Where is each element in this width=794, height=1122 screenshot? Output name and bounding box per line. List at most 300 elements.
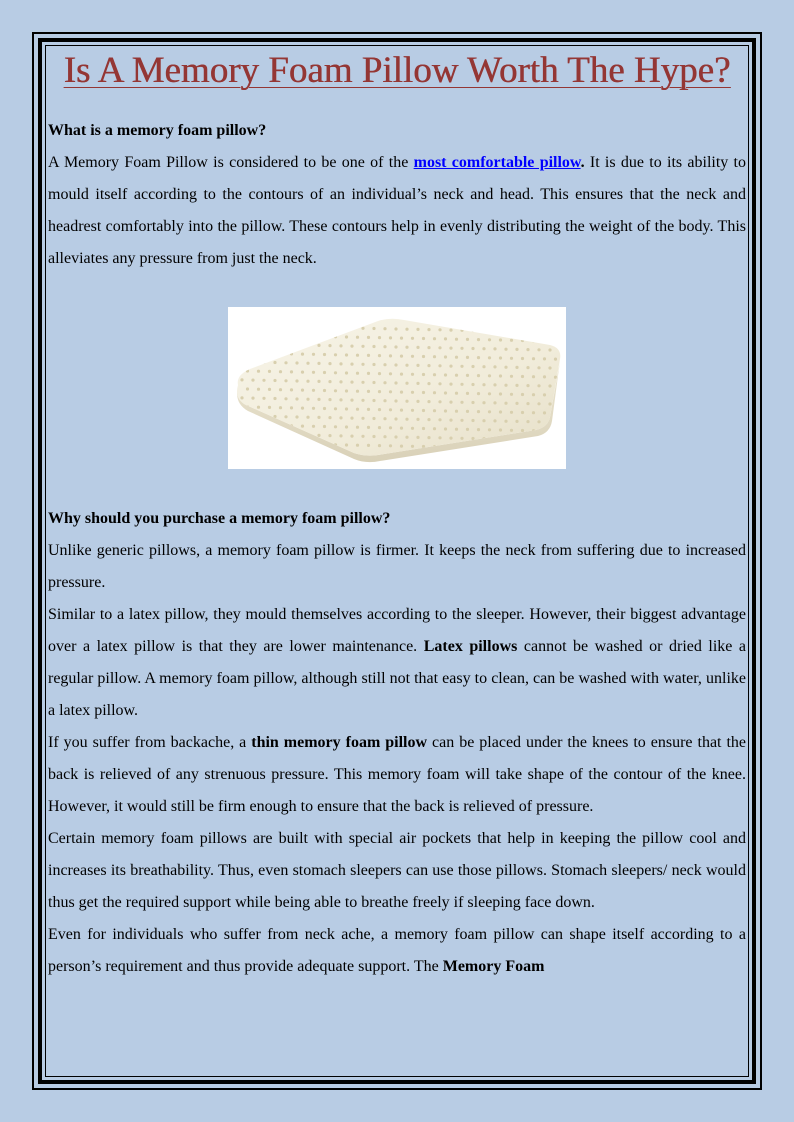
- pillow-hole: [477, 446, 480, 449]
- pillow-hole: [559, 331, 562, 334]
- pillow-hole: [328, 398, 331, 401]
- pillow-hole: [306, 362, 309, 365]
- pillow-hole: [262, 397, 265, 400]
- pillow-hole: [488, 374, 491, 377]
- pillow-hole: [268, 352, 271, 355]
- pillow-hole: [334, 335, 337, 338]
- pillow-hole: [295, 415, 298, 418]
- pillow-hole: [543, 393, 546, 396]
- pillow-hole: [526, 420, 529, 423]
- pillow-hole: [389, 354, 392, 357]
- paragraph-latex: [48, 599, 746, 727]
- pillow-hole: [378, 426, 381, 429]
- pillow-hole: [372, 417, 375, 420]
- pillow-hole: [460, 329, 463, 332]
- paragraph-text: A Memory Foam Pillow is considered to be one of the: [48, 154, 414, 171]
- pillow-hole: [499, 392, 502, 395]
- pillow-hole: [356, 426, 359, 429]
- pillow-hole: [400, 355, 403, 358]
- pillow-hole: [345, 443, 348, 446]
- pillow-hole: [510, 339, 513, 342]
- pillow-hole: [350, 381, 353, 384]
- pillow-hole: [389, 426, 392, 429]
- pillow-hole: [444, 391, 447, 394]
- pillow-hole: [559, 349, 562, 352]
- pillow-hole: [499, 410, 502, 413]
- pillow-hole: [345, 407, 348, 410]
- pillow-hole: [301, 371, 304, 374]
- pillow-hole: [323, 335, 326, 338]
- pillow-hole: [499, 338, 502, 341]
- paragraph-text: can be placed under the knees to ensure that the back is relieved of any strenuous pressure. This memory foam will take shape of the contour of the knee. However, it would still be firm enough to ensure that the back is relieved of pressure.: [48, 734, 747, 815]
- pillow-hole: [449, 383, 452, 386]
- pillow-hole: [510, 447, 513, 450]
- bold-thin-memory-foam-pillow: thin memory foam pillow: [251, 734, 428, 751]
- pillow-hole: [240, 396, 243, 399]
- pillow-hole: [301, 443, 304, 446]
- pillow-hole: [537, 366, 540, 369]
- pillow-hole: [295, 325, 298, 328]
- pillow-hole: [345, 371, 348, 374]
- pillow-hole: [532, 393, 535, 396]
- pillow-hole: [438, 418, 441, 421]
- pillow-hole: [515, 366, 518, 369]
- pillow-hole: [378, 372, 381, 375]
- pillow-hole: [482, 365, 485, 368]
- pillow-hole: [240, 342, 243, 345]
- pillow-hole: [372, 345, 375, 348]
- pillow-hole: [466, 410, 469, 413]
- pillow-hole: [400, 391, 403, 394]
- pillow-hole: [257, 352, 260, 355]
- pillow-hole: [521, 375, 524, 378]
- pillow-hole: [394, 399, 397, 402]
- pillow-hole: [488, 446, 491, 449]
- pillow-hole: [521, 447, 524, 450]
- pillow-hole: [537, 348, 540, 351]
- pillow-hole: [471, 419, 474, 422]
- pillow-hole: [383, 381, 386, 384]
- pillow-hole: [257, 388, 260, 391]
- pillow-hole: [543, 357, 546, 360]
- pillow-hole: [295, 379, 298, 382]
- pillow-hole: [482, 383, 485, 386]
- pillow-hole: [554, 448, 557, 451]
- pillow-hole: [317, 398, 320, 401]
- pillow-hole: [394, 417, 397, 420]
- pillow-hole: [548, 330, 551, 333]
- pillow-hole: [350, 435, 353, 438]
- pillow-hole: [295, 433, 298, 436]
- pillow-hole: [504, 330, 507, 333]
- pillow-hole: [422, 373, 425, 376]
- pillow-hole: [471, 383, 474, 386]
- pillow-hole: [262, 325, 265, 328]
- pillow-hole: [328, 362, 331, 365]
- pillow-hole: [532, 411, 535, 414]
- pillow-hole: [477, 410, 480, 413]
- pillow-hole: [488, 356, 491, 359]
- pillow-hole: [438, 328, 441, 331]
- pillow-hole: [405, 418, 408, 421]
- pillow-hole: [312, 371, 315, 374]
- pillow-hole: [240, 378, 243, 381]
- pillow-hole: [532, 447, 535, 450]
- pillow-hole: [554, 358, 557, 361]
- pillow-hole: [328, 380, 331, 383]
- pillow-hole: [455, 410, 458, 413]
- pillow-hole: [361, 363, 364, 366]
- link-period: .: [580, 154, 585, 171]
- pillow-hole: [526, 384, 529, 387]
- pillow-hole: [455, 428, 458, 431]
- pillow-hole: [367, 408, 370, 411]
- pillow-hole: [251, 325, 254, 328]
- pillow-hole: [290, 388, 293, 391]
- pillow-hole: [433, 355, 436, 358]
- pillow-hole: [273, 361, 276, 364]
- pillow-hole: [383, 363, 386, 366]
- pillow-hole: [339, 344, 342, 347]
- pillow-hole: [273, 325, 276, 328]
- pillow-hole: [537, 330, 540, 333]
- pillow-hole: [279, 406, 282, 409]
- pillow-hole: [323, 371, 326, 374]
- pillow-hole: [466, 374, 469, 377]
- pillow-hole: [411, 355, 414, 358]
- pillow-hole: [400, 337, 403, 340]
- pillow-hole: [537, 420, 540, 423]
- pillow-hole: [284, 361, 287, 364]
- pillow-hole: [268, 406, 271, 409]
- pillow-hole: [422, 445, 425, 448]
- pillow-hole: [565, 376, 566, 379]
- pillow-hole: [532, 339, 535, 342]
- pillow-hole: [510, 411, 513, 414]
- pillow-hole: [526, 348, 529, 351]
- pillow-hole: [268, 388, 271, 391]
- pillow-hole: [345, 353, 348, 356]
- pillow-hole: [367, 372, 370, 375]
- pillow-hole: [361, 327, 364, 330]
- pillow-hole: [422, 427, 425, 430]
- pillow-hole: [350, 327, 353, 330]
- pillow-hole: [433, 391, 436, 394]
- pillow-hole: [477, 374, 480, 377]
- pillow-hole: [356, 336, 359, 339]
- pillow-hole: [268, 334, 271, 337]
- pillow-hole: [279, 370, 282, 373]
- paragraph-text: If you suffer from backache, a: [48, 734, 252, 751]
- pillow-hole: [339, 380, 342, 383]
- pillow-hole: [504, 384, 507, 387]
- pillow-hole: [526, 366, 529, 369]
- pillow-hole: [367, 426, 370, 429]
- pillow-hole: [383, 417, 386, 420]
- pillow-hole: [510, 357, 513, 360]
- pillow-hole: [466, 428, 469, 431]
- pillow-hole: [554, 430, 557, 433]
- pillow-hole: [290, 352, 293, 355]
- pillow-hole: [284, 325, 287, 328]
- paragraph-text: cannot be washed or dried like a regular pillow. A memory foam pillow, although still not that easy to clean, can be washed with water, unlike a latex pillow.: [48, 638, 747, 719]
- pillow-hole: [295, 343, 298, 346]
- pillow-hole: [312, 443, 315, 446]
- pillow-hole: [493, 401, 496, 404]
- pillow-hole: [251, 415, 254, 418]
- pillow-hole: [389, 372, 392, 375]
- pillow-hole: [312, 389, 315, 392]
- pillow-hole: [246, 369, 249, 372]
- pillow-hole: [290, 442, 293, 445]
- pillow-hole: [521, 339, 524, 342]
- pillow-hole: [284, 397, 287, 400]
- pillow-hole: [526, 402, 529, 405]
- pillow-hole: [460, 383, 463, 386]
- pillow-hole: [433, 337, 436, 340]
- pillow-hole: [317, 416, 320, 419]
- pillow-hole: [554, 376, 557, 379]
- pillow-hole: [356, 408, 359, 411]
- pillow-hole: [411, 337, 414, 340]
- pillow-hole: [367, 390, 370, 393]
- pillow-hole: [405, 400, 408, 403]
- pillow-hole: [295, 361, 298, 364]
- pillow-hole: [345, 335, 348, 338]
- pillow-hole: [427, 418, 430, 421]
- pillow-hole: [427, 346, 430, 349]
- pillow-hole: [306, 344, 309, 347]
- pillow-hole: [416, 364, 419, 367]
- pillow-hole: [427, 382, 430, 385]
- pillow-hole: [356, 372, 359, 375]
- pillow-hole: [521, 411, 524, 414]
- pillow-hole: [394, 345, 397, 348]
- pillow-hole: [394, 435, 397, 438]
- pillow-hole: [334, 353, 337, 356]
- pillow-hole: [389, 408, 392, 411]
- paragraph-backache: [48, 727, 746, 823]
- pillow-hole: [323, 389, 326, 392]
- pillow-hole: [312, 353, 315, 356]
- pillow-hole: [460, 347, 463, 350]
- pillow-hole: [383, 345, 386, 348]
- pillow-hole: [378, 354, 381, 357]
- pillow-hole: [268, 424, 271, 427]
- pillow-hole: [350, 399, 353, 402]
- page-title: Is A Memory Foam Pillow Worth The Hype?: [63, 50, 731, 91]
- pillow-hole: [433, 373, 436, 376]
- pillow-hole: [383, 435, 386, 438]
- pillow-hole: [240, 432, 243, 435]
- pillow-hole: [295, 397, 298, 400]
- pillow-hole: [521, 357, 524, 360]
- pillow-hole: [334, 407, 337, 410]
- pillow-hole: [389, 390, 392, 393]
- pillow-hole: [279, 388, 282, 391]
- pillow-hole: [383, 399, 386, 402]
- pillow-hole: [559, 403, 562, 406]
- pillow-hole: [521, 393, 524, 396]
- pillow-hole: [273, 433, 276, 436]
- pillow-hole: [427, 328, 430, 331]
- pillow-hole: [251, 361, 254, 364]
- pillow-hole: [284, 343, 287, 346]
- pillow-hole: [361, 381, 364, 384]
- pillow-hole: [499, 447, 502, 450]
- pillow-hole: [559, 367, 562, 370]
- pillow-hole: [493, 419, 496, 422]
- pillow-hole: [328, 434, 331, 437]
- pillow-hole: [444, 337, 447, 340]
- pillow-hole: [345, 389, 348, 392]
- pillow-hole: [471, 365, 474, 368]
- pillow-hole: [482, 401, 485, 404]
- pillow-hole: [416, 382, 419, 385]
- pillow-hole: [559, 439, 562, 442]
- pillow-hole: [279, 442, 282, 445]
- pillow-hole: [444, 427, 447, 430]
- pillow-hole: [262, 361, 265, 364]
- pillow-hole: [257, 406, 260, 409]
- pillow-hole: [504, 420, 507, 423]
- pillow-hole: [466, 392, 469, 395]
- paragraph-neck-ache: [48, 919, 746, 983]
- pillow-hole: [422, 409, 425, 412]
- pillow-hole: [284, 433, 287, 436]
- pillow-hole: [367, 354, 370, 357]
- pillow-icon: [228, 307, 566, 469]
- pillow-hole: [350, 345, 353, 348]
- pillow-hole: [543, 411, 546, 414]
- pillow-hole: [499, 356, 502, 359]
- paragraph-text: It is due to its ability to mould itself according to the contours of an individual’s neck and head. This ensures that the neck and headrest comfortably into the pillow. These contours help in evenly distributing the weight of the body. This alleviates any pressure from just the neck.: [48, 154, 746, 267]
- pillow-hole: [301, 407, 304, 410]
- pillow-hole: [257, 334, 260, 337]
- pillow-hole: [306, 416, 309, 419]
- pillow-hole: [444, 373, 447, 376]
- pillow-hole: [526, 438, 529, 441]
- pillow-hole: [350, 363, 353, 366]
- pillow-hole: [493, 329, 496, 332]
- most-comfortable-pillow-link[interactable]: most comfortable pillow: [413, 154, 581, 171]
- pillow-hole: [471, 437, 474, 440]
- pillow-hole: [394, 327, 397, 330]
- pillow-hole: [565, 430, 566, 433]
- pillow-hole: [416, 418, 419, 421]
- pillow-hole: [323, 353, 326, 356]
- pillow-hole: [361, 399, 364, 402]
- pillow-hole: [477, 356, 480, 359]
- pillow-hole: [422, 391, 425, 394]
- pillow-hole: [284, 379, 287, 382]
- pillow-hole: [449, 419, 452, 422]
- pillow-hole: [510, 393, 513, 396]
- pillow-hole: [400, 373, 403, 376]
- pillow-hole: [339, 362, 342, 365]
- pillow-hole: [416, 436, 419, 439]
- pillow-hole: [361, 345, 364, 348]
- pillow-hole: [268, 442, 271, 445]
- pillow-hole: [515, 348, 518, 351]
- pillow-hole: [427, 436, 430, 439]
- pillow-hole: [372, 381, 375, 384]
- pillow-hole: [339, 398, 342, 401]
- pillow-hole: [317, 380, 320, 383]
- pillow-hole: [372, 435, 375, 438]
- pillow-hole: [554, 412, 557, 415]
- pillow-hole: [262, 379, 265, 382]
- pillow-hole: [504, 366, 507, 369]
- pillow-hole: [257, 370, 260, 373]
- pillow-hole: [460, 401, 463, 404]
- pillow-hole: [482, 329, 485, 332]
- pillow-hole: [411, 373, 414, 376]
- pillow-hole: [455, 392, 458, 395]
- pillow-hole: [482, 419, 485, 422]
- pillow-hole: [438, 436, 441, 439]
- paragraph-text: Similar to a latex pillow, they mould themselves according to the sleeper. However, their biggest advantage over a latex pillow is that they are lower maintenance.: [48, 606, 746, 655]
- pillow-hole: [416, 400, 419, 403]
- pillow-hole: [510, 375, 513, 378]
- pillow-hole: [499, 428, 502, 431]
- bold-latex-pillows: Latex pillows: [423, 638, 518, 655]
- pillow-hole: [416, 328, 419, 331]
- pillow-hole: [493, 383, 496, 386]
- pillow-hole: [317, 362, 320, 365]
- pillow-hole: [504, 402, 507, 405]
- pillow-hole: [565, 448, 566, 451]
- pillow-hole: [422, 337, 425, 340]
- pillow-hole: [411, 427, 414, 430]
- pillow-hole: [515, 420, 518, 423]
- pillow-hole: [378, 444, 381, 447]
- pillow-hole: [317, 434, 320, 437]
- pillow-hole: [460, 365, 463, 368]
- pillow-hole: [240, 324, 243, 327]
- pillow-hole: [449, 329, 452, 332]
- pillow-hole: [361, 417, 364, 420]
- pillow-hole: [328, 344, 331, 347]
- pillow-hole: [383, 327, 386, 330]
- pillow-hole: [499, 374, 502, 377]
- pillow-hole: [438, 382, 441, 385]
- pillow-hole: [279, 334, 282, 337]
- pillow-hole: [312, 425, 315, 428]
- section-what-is: [48, 115, 746, 275]
- pillow-hole: [537, 438, 540, 441]
- pillow-hole: [532, 357, 535, 360]
- pillow-hole: [246, 351, 249, 354]
- pillow-hole: [532, 375, 535, 378]
- pillow-hole: [378, 408, 381, 411]
- pillow-hole: [334, 425, 337, 428]
- pillow-hole: [565, 412, 566, 415]
- pillow-hole: [493, 365, 496, 368]
- pillow-hole: [378, 390, 381, 393]
- pillow-hole: [257, 424, 260, 427]
- pillow-hole: [405, 328, 408, 331]
- pillow-hole: [312, 335, 315, 338]
- pillow-hole: [246, 441, 249, 444]
- pillow-hole: [262, 343, 265, 346]
- pillow-hole: [268, 370, 271, 373]
- pillow-hole: [317, 326, 320, 329]
- pillow-hole: [449, 365, 452, 368]
- pillow-hole: [438, 400, 441, 403]
- pillow-hole: [543, 375, 546, 378]
- pillow-hole: [240, 360, 243, 363]
